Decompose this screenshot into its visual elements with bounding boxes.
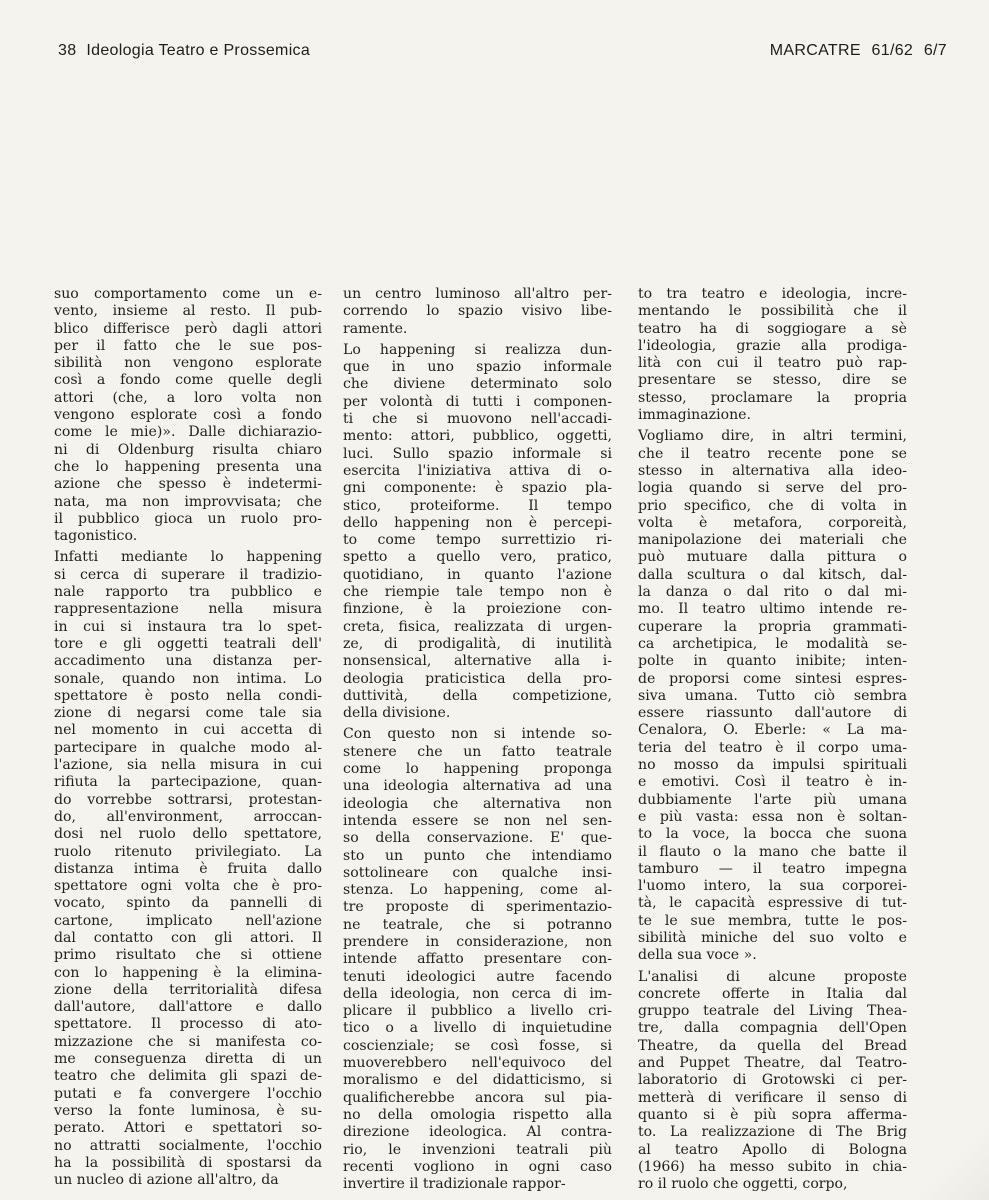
text-line: sibilità miniche del suo volto e bbox=[638, 929, 907, 946]
text-line: stico, proteiforme. Il tempo bbox=[343, 497, 612, 514]
text-line: nel momento in cui accetta di bbox=[54, 722, 322, 739]
text-line: Con questo non si intende so- bbox=[343, 726, 612, 743]
text-line: ramente. bbox=[343, 320, 408, 337]
text-line: tre, dalla compagnia dell'Open bbox=[638, 1020, 907, 1037]
text-line: spettatore. Il processo di ato- bbox=[54, 1016, 322, 1033]
text-line: sto un punto che intendiamo bbox=[343, 847, 612, 864]
text-line: l'azione, sia nella misura in cui bbox=[54, 757, 322, 774]
text-line: invertire il tradizionale rappor- bbox=[343, 1176, 566, 1193]
text-line: prio specifico, che di volta in bbox=[638, 497, 907, 514]
text-line: vento, insieme al resto. Il pub- bbox=[54, 303, 322, 320]
text-line: accadimento una distanza per- bbox=[54, 653, 322, 670]
text-line: primo risultato che si ottiene bbox=[54, 947, 322, 964]
text-line: stesso, proclamare la propria bbox=[638, 389, 907, 406]
text-line: no mosso da impulsi spirituali bbox=[638, 757, 907, 774]
text-line: manipolazione dei materiali che bbox=[638, 532, 907, 549]
text-line: della sua voce ». bbox=[638, 947, 757, 964]
text-line: il pubblico gioca un ruolo pro- bbox=[54, 510, 322, 527]
text-line: dello happening non è percepi- bbox=[343, 514, 612, 531]
text-line: un nucleo di azione all'altro, da bbox=[54, 1172, 279, 1189]
text-line: e più vasta: essa non è soltan- bbox=[638, 808, 907, 825]
text-line: come le mie)». Dalle dichiarazio- bbox=[54, 424, 322, 441]
text-line: teria del teatro è il corpo uma- bbox=[638, 739, 907, 756]
text-line: Theatre, da quella del Bread bbox=[638, 1037, 907, 1054]
text-line: logia quando si serve del pro- bbox=[638, 480, 907, 497]
text-line: muoverebbero nell'equivoco del bbox=[343, 1055, 612, 1072]
text-line: vengono esplorate così a fondo bbox=[54, 407, 322, 424]
text-line: dall'autore, dall'attore e dallo bbox=[54, 999, 322, 1016]
text-line: una ideologia alternativa ad una bbox=[343, 778, 612, 795]
section-title: Ideologia Teatro e Prossemica bbox=[86, 42, 311, 59]
text-line: immaginazione. bbox=[638, 407, 751, 424]
text-line: che riempie tale tempo non è bbox=[343, 584, 612, 601]
text-line: (1966) ha messo subito in chia- bbox=[638, 1158, 907, 1175]
text-column-3 bbox=[638, 286, 907, 1193]
text-line: al teatro Apollo di Bologna bbox=[638, 1141, 907, 1158]
text-line: stenere che un fatto teatrale bbox=[343, 743, 612, 760]
text-line: l'ideologia, grazie alla prodiga- bbox=[638, 337, 907, 354]
header-right bbox=[770, 42, 947, 60]
text-line: no attratti socialmente, l'occhio bbox=[54, 1137, 322, 1154]
text-line: so della conservazione. E' que- bbox=[343, 830, 612, 847]
text-line: tre proposte di sperimentazio- bbox=[343, 899, 612, 916]
text-line: in cui si instaura tra lo spet- bbox=[54, 618, 322, 635]
text-line: ze, di prodigalità, di inutilità bbox=[343, 635, 612, 652]
text-line: plicare il pubblico a livello cri- bbox=[343, 1003, 612, 1020]
text-line: nonsensical, alternative alla i- bbox=[343, 653, 612, 670]
text-line: zione della territorialità difesa bbox=[54, 981, 322, 998]
text-line: suo comportamento come un e- bbox=[54, 286, 322, 302]
text-line: quanto si è più sopra afferma- bbox=[638, 1106, 907, 1123]
text-line: te le sue membra, tutte le pos- bbox=[638, 912, 907, 929]
volume-number: 6/7 bbox=[923, 42, 947, 59]
text-line: ca archetipica, le modalità se- bbox=[638, 635, 907, 652]
text-line: rifiuta la partecipazione, quan- bbox=[54, 774, 322, 791]
text-column-2 bbox=[343, 286, 612, 1193]
text-line: no della omologia rispetto alla bbox=[343, 1106, 612, 1123]
text-line: metterà di verificare il senso di bbox=[638, 1089, 907, 1106]
text-line: volta è metafora, corporeità, bbox=[638, 514, 907, 531]
text-line: correndo lo spazio visivo libe- bbox=[343, 303, 612, 320]
text-line: il flauto o la mano che batte il bbox=[638, 843, 907, 860]
journal-name: MARCATRE bbox=[769, 42, 861, 59]
running-header bbox=[58, 42, 947, 66]
text-line: stenza. Lo happening, come al- bbox=[343, 882, 612, 899]
text-line: dosi nel ruolo dello spettatore, bbox=[54, 826, 322, 843]
text-line: con lo happening è la elimina- bbox=[54, 964, 322, 981]
text-line: esercita l'iniziativa attiva di o- bbox=[343, 462, 612, 479]
text-line: può mutuare dalla pittura o bbox=[638, 549, 907, 566]
text-line: si cerca di superare il tradizio- bbox=[54, 566, 322, 583]
text-line: luci. Sullo spazio informale si bbox=[343, 445, 612, 462]
text-line: to come tempo surrettizio ri- bbox=[343, 532, 612, 549]
text-line: per il fatto che le sue pos- bbox=[54, 337, 322, 354]
text-line: spettatore è posto nella condi- bbox=[54, 687, 322, 704]
text-line: Cenalora, O. Eberle: « La ma- bbox=[638, 722, 907, 739]
text-line: così a fondo come quelle degli bbox=[54, 372, 322, 389]
text-line: recenti vogliono in ogni caso bbox=[343, 1158, 612, 1175]
text-line: nale rapporto tra pubblico e bbox=[54, 584, 322, 601]
text-line: direzione ideologica. Al contra- bbox=[343, 1124, 612, 1141]
text-line: ne teatrale, che si potranno bbox=[343, 916, 612, 933]
text-line: to tra teatro e ideologia, incre- bbox=[638, 286, 907, 302]
text-line: deologia praticistica della pro- bbox=[343, 670, 612, 687]
text-line: che diviene determinato solo bbox=[343, 376, 612, 393]
text-line: tore e gli oggetti teatrali dell' bbox=[54, 635, 322, 652]
text-line: essere riassunto dall'autore di bbox=[638, 705, 907, 722]
text-line: qualificherebbe ancora sul pia- bbox=[343, 1089, 612, 1106]
text-line: spetto a quello vero, pratico, bbox=[343, 549, 612, 566]
page-number: 38 bbox=[58, 42, 77, 59]
text-line: sonale, quando non intima. Lo bbox=[54, 670, 322, 687]
text-line: moralismo e del didatticismo, si bbox=[343, 1072, 612, 1089]
text-line: e emotivi. Così il teatro è in- bbox=[638, 774, 907, 791]
text-line: cartone, implicato nell'azione bbox=[54, 912, 322, 929]
text-line: nata, ma non improvvisata; che bbox=[54, 493, 322, 510]
text-line: laboratorio di Grotowski ci per- bbox=[638, 1072, 907, 1089]
text-line: sottolineare con qualche insi- bbox=[343, 864, 612, 881]
text-line: siva umana. Tutto ciò sembra bbox=[638, 687, 907, 704]
text-column-1 bbox=[54, 286, 322, 1189]
text-line: intende affatto presentare con- bbox=[343, 951, 612, 968]
text-line: polte in quanto inibite; inten- bbox=[638, 653, 907, 670]
text-line: spettatore ogni volta che è pro- bbox=[54, 878, 322, 895]
text-line: che il teatro recente pone se bbox=[638, 445, 907, 462]
page-shading bbox=[909, 1090, 989, 1200]
text-line: to la voce, la bocca che suona bbox=[638, 826, 907, 843]
text-line: mentando le possibilità che il bbox=[638, 303, 907, 320]
text-line: rappresentazione nella misura bbox=[54, 601, 322, 618]
text-line: azione che spesso è indetermi- bbox=[54, 476, 322, 493]
text-line: mento: attori, pubblico, oggetti, bbox=[343, 428, 612, 445]
text-line: zione di negarsi come tale sia bbox=[54, 705, 322, 722]
text-line: rio, le invenzioni teatrali più bbox=[343, 1141, 612, 1158]
text-line: stesso in alternativa alla ideo- bbox=[638, 462, 907, 479]
text-line: verso la fonte luminosa, è su- bbox=[54, 1102, 322, 1119]
text-line: tamburo — il teatro impegna bbox=[638, 860, 907, 877]
issue-number: 61/62 bbox=[871, 42, 914, 59]
text-line: che lo happening presenta una bbox=[54, 458, 322, 475]
text-line: per volontà di tutti i componen- bbox=[343, 393, 612, 410]
text-line: Vogliamo dire, in altri termini, bbox=[638, 428, 907, 445]
text-line: presentare se stesso, dire se bbox=[638, 372, 907, 389]
text-line: tenuti ideologici autre facendo bbox=[343, 968, 612, 985]
text-line: ha la possibilità di spostarsi da bbox=[54, 1154, 322, 1171]
text-line: della divisione. bbox=[343, 705, 451, 722]
text-line: attori (che, a loro volta non bbox=[54, 389, 322, 406]
text-line: mo. Il teatro ultimo intende re- bbox=[638, 601, 907, 618]
text-line: lità con cui il teatro può rap- bbox=[638, 355, 907, 372]
text-line: gruppo teatrale del Living Thea- bbox=[638, 1003, 907, 1020]
text-line: distanza intima è fruita dallo bbox=[54, 860, 322, 877]
text-line: la danza o dal rito o dal mi- bbox=[638, 584, 907, 601]
text-line: de proporsi come sintesi espres- bbox=[638, 670, 907, 687]
text-line: que in uno spazio informale bbox=[343, 359, 612, 376]
text-line: Lo happening si realizza dun- bbox=[343, 341, 612, 358]
text-line: ti che si muovono nell'accadi- bbox=[343, 411, 612, 428]
text-line: ideologia che alternativa non bbox=[343, 795, 612, 812]
text-line: tagonistico. bbox=[54, 528, 138, 545]
text-line: and Puppet Theatre, dal Teatro- bbox=[638, 1055, 907, 1072]
text-line: della ideologia, non cerca di im- bbox=[343, 985, 612, 1002]
text-line: tico o a livello di inquietudine bbox=[343, 1020, 612, 1037]
text-line: intenda essere se non nel sen- bbox=[343, 812, 612, 829]
text-line: coscienziale; se così fosse, si bbox=[343, 1037, 612, 1054]
text-line: ni di Oldenburg risulta chiaro bbox=[54, 441, 322, 458]
text-line: ro il ruolo che oggetti, corpo, bbox=[638, 1176, 848, 1193]
text-line: mizzazione che si manifesta co- bbox=[54, 1033, 322, 1050]
text-line: me conseguenza diretta di un bbox=[54, 1051, 322, 1068]
text-line: creta, fisica, realizzata di urgen- bbox=[343, 618, 612, 635]
text-line: teatro ha di soggiogare a sè bbox=[638, 320, 907, 337]
text-line: Infatti mediante lo happening bbox=[54, 549, 322, 566]
text-line: dubbiamente l'arte più umana bbox=[638, 791, 907, 808]
text-line: sibilità non vengono esplorate bbox=[54, 355, 322, 372]
text-line: blico differisce però dagli attori bbox=[54, 320, 322, 337]
text-line: cuperare la propria grammati- bbox=[638, 618, 907, 635]
text-line: ruolo ritenuto privilegiato. La bbox=[54, 843, 322, 860]
text-line: un centro luminoso all'altro per- bbox=[343, 286, 612, 302]
text-line: tà, le capacità espressive di tut- bbox=[638, 895, 907, 912]
text-line: finzione, è la proiezione con- bbox=[343, 601, 612, 618]
text-line: do, all'environment, arroccan- bbox=[54, 808, 322, 825]
text-line: to. La realizzazione di The Brig bbox=[638, 1124, 907, 1141]
text-line: teatro che delimita gli spazi de- bbox=[54, 1068, 322, 1085]
text-line: partecipare in qualche modo al- bbox=[54, 739, 322, 756]
text-line: come lo happening proponga bbox=[343, 761, 612, 778]
text-line: dalla scultura o dal kitsch, dal- bbox=[638, 566, 907, 583]
header-left bbox=[58, 42, 310, 60]
text-line: prendere in considerazione, non bbox=[343, 933, 612, 950]
text-line: do vorrebbe sottrarsi, protestan- bbox=[54, 791, 322, 808]
text-line: quotidiano, in quanto l'azione bbox=[343, 566, 612, 583]
text-line: l'uomo intero, la sua corporei- bbox=[638, 878, 907, 895]
text-line: concrete offerte in Italia dal bbox=[638, 985, 907, 1002]
text-line: putati e fa convergere l'occhio bbox=[54, 1085, 322, 1102]
text-line: vocato, spinto da pannelli di bbox=[54, 895, 322, 912]
text-line: perato. Attori e spettatori so- bbox=[54, 1120, 322, 1137]
text-line: gni componente: è spazio pla- bbox=[343, 480, 612, 497]
text-line: dal contatto con gli attori. Il bbox=[54, 929, 322, 946]
text-line: L'analisi di alcune proposte bbox=[638, 968, 907, 985]
text-line: duttività, della competizione, bbox=[343, 687, 612, 704]
